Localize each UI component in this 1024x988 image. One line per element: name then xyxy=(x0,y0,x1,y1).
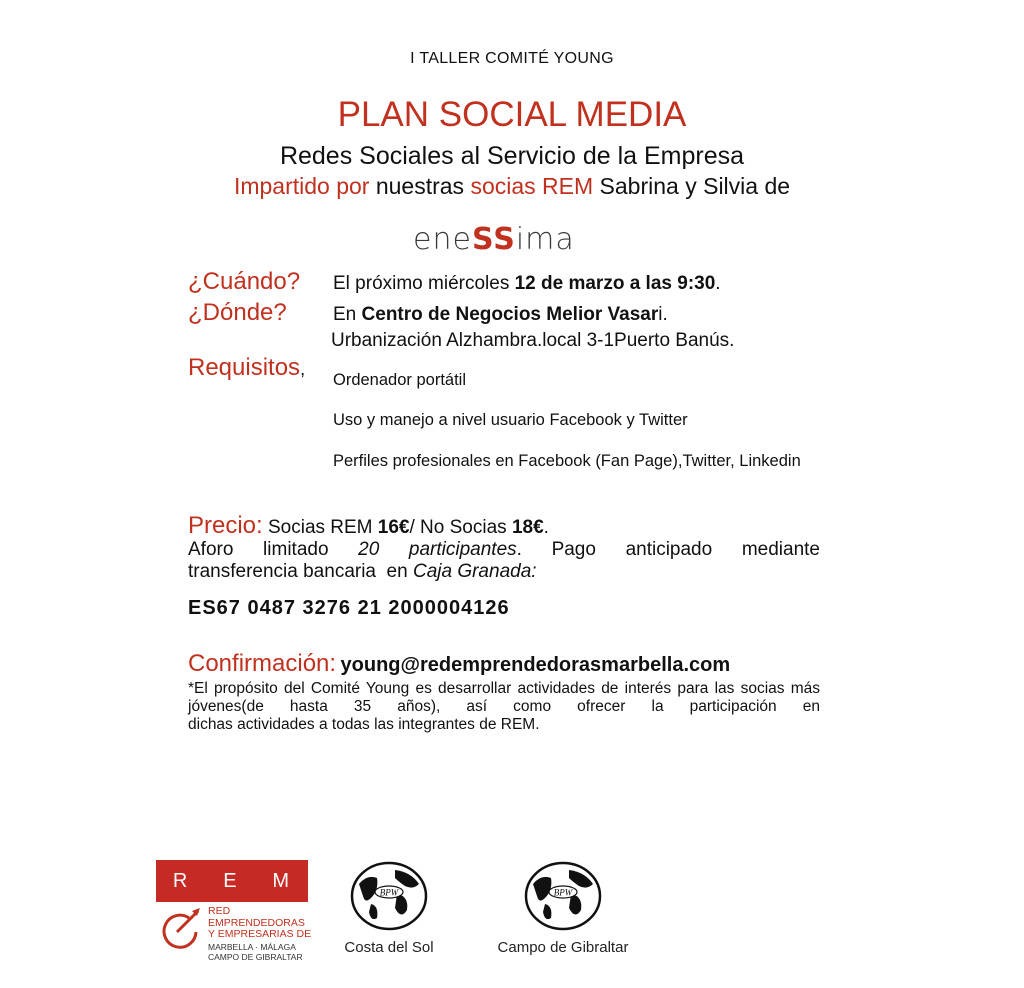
rem-location: MARBELLA · MÁLAGA xyxy=(208,942,296,952)
requisito-item: Ordenador portátil xyxy=(333,371,466,389)
bpw-costa-logo xyxy=(334,860,444,956)
confirmacion-email[interactable]: young@redemprendedorasmarbella.com xyxy=(340,654,731,676)
cuando-value xyxy=(333,273,721,295)
logo-part: ene xyxy=(413,222,472,257)
precio-no-socias: / No Socias xyxy=(409,517,512,538)
cuando-end: . xyxy=(715,273,721,294)
transfer-text: transferencia bancaria en xyxy=(188,561,413,582)
aforo-text: Aforo limitado xyxy=(188,539,359,560)
requisitos-comma: , xyxy=(300,359,306,379)
rem-logo xyxy=(156,860,312,975)
rem-letter: E xyxy=(223,869,239,892)
requisitos-label xyxy=(188,354,305,382)
rem-locations xyxy=(208,943,303,962)
rem-letters-box xyxy=(156,860,308,902)
logo-part: ima xyxy=(515,222,575,257)
speakers-line xyxy=(0,173,1024,200)
footnote-last: dichas actividades a todas las integrantes de REM. xyxy=(188,716,540,733)
rem-line: EMPRENDEDORAS xyxy=(208,916,305,929)
precio-socias: Socias REM xyxy=(262,517,378,538)
globe-icon xyxy=(349,860,429,932)
aforo-payment: . Pago anticipado mediante xyxy=(516,539,820,560)
precio-socias-price: 16€ xyxy=(377,517,410,538)
aforo-line xyxy=(188,539,820,561)
precio-label: Precio: xyxy=(188,512,263,539)
bpw-costa-label: Costa del Sol xyxy=(344,939,434,956)
globe-icon xyxy=(523,860,603,932)
donde-label: ¿Dónde? xyxy=(188,299,287,326)
rem-name xyxy=(208,906,311,941)
bpw-text: BPW xyxy=(553,887,573,898)
logo-ss: SS xyxy=(471,222,516,257)
impartido-names: Sabrina y Silvia de xyxy=(593,173,791,199)
bpw-gibraltar-label: Campo de Gibraltar xyxy=(497,939,629,956)
confirmacion-row xyxy=(188,650,730,678)
rem-location: CAMPO DE GIBRALTAR xyxy=(208,951,303,962)
transfer-line xyxy=(188,561,820,583)
rem-letter: M xyxy=(272,869,292,892)
requisito-item: Perfiles profesionales en Facebook (Fan Page),Twitter, Linkedin xyxy=(333,452,801,470)
precio-no-socias-price: 18€ xyxy=(511,517,544,538)
bpw-gibraltar-logo xyxy=(488,860,638,956)
donde-value xyxy=(333,304,668,326)
precio-line xyxy=(188,512,820,539)
donde-place: Centro de Negocios Melior Vasar xyxy=(361,304,659,325)
precio-end: . xyxy=(543,517,549,538)
rem-letter: R xyxy=(172,869,190,892)
cuando-date: 12 de marzo a las 9:30 xyxy=(514,273,716,294)
cuando-label: ¿Cuándo? xyxy=(188,268,301,295)
impartido-label: Impartido por xyxy=(233,173,370,199)
transfer-bank: Caja Granada: xyxy=(412,561,537,582)
aforo-participants: 20 participantes xyxy=(358,539,517,560)
iban-number: ES67 0487 3276 21 2000004126 xyxy=(188,597,510,619)
enessima-logo xyxy=(413,222,575,257)
bpw-text: BPW xyxy=(379,887,399,898)
rem-line: RED xyxy=(208,905,231,917)
requisitos-text: Requisitos xyxy=(188,354,301,381)
footnote xyxy=(188,680,820,734)
impartido-text: nuestras xyxy=(369,173,471,199)
requisito-item: Uso y manejo a nivel usuario Facebook y Twitter xyxy=(333,411,688,429)
donde-text: En xyxy=(333,304,362,325)
impartido-socias: socias REM xyxy=(470,173,594,199)
page-title: PLAN SOCIAL MEDIA xyxy=(337,95,687,134)
subtitle: Redes Sociales al Servicio de la Empresa xyxy=(279,142,745,170)
donde-address: Urbanización Alzhambra.local 3-1Puerto Banús. xyxy=(331,330,735,351)
precio-block xyxy=(188,512,820,583)
rem-line: Y EMPRESARIAS DE xyxy=(208,928,312,940)
confirmacion-label: Confirmación: xyxy=(188,650,337,677)
cuando-text: El próximo miércoles xyxy=(333,273,515,294)
event-kicker: I TALLER COMITÉ YOUNG xyxy=(410,50,614,67)
footnote-text: *El propósito del Comité Young es desarrollar actividades de interés para las socias más jóvenes(de hasta 35 años), así como ofrecer la participación en xyxy=(188,680,820,715)
donde-end: i. xyxy=(658,304,668,325)
rem-arrow-icon xyxy=(156,904,208,954)
